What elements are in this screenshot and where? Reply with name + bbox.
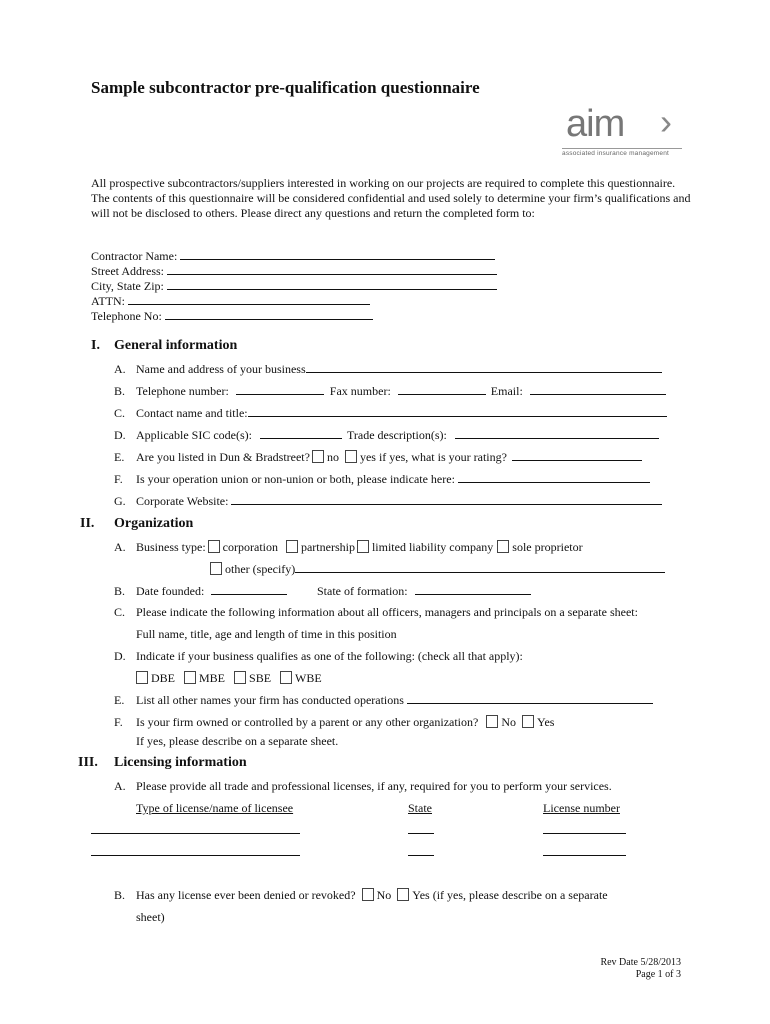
s3-a-text: Please provide all trade and professional licenses, if any, required for you to perform your services. xyxy=(136,779,612,793)
s1-c-label: Contact name and title: xyxy=(136,406,248,420)
sole-proprietor-label: sole proprietor xyxy=(512,540,583,554)
s2-c-text: Please indicate the following information about all officers, managers and principals on a separate sheet: xyxy=(136,605,638,619)
chevron-right-icon: › xyxy=(660,101,672,142)
intro-paragraph: All prospective subcontractors/suppliers interested in working on our projects are required to complete this questionnaire. The contents of this questionnaire will be considered confidential and used solely to determine your firm’s qualifications and will not be disclosed to others. Please direct any questions and return the completed form to: xyxy=(91,176,691,220)
parent-no-label: No xyxy=(501,715,517,729)
business-type-label: Business type: xyxy=(136,540,206,554)
business-type-row xyxy=(136,540,583,555)
contact-name-title-field[interactable] xyxy=(136,406,667,421)
section-2-title: Organization xyxy=(114,516,194,531)
s2-c-text2: Full name, title, age and length of time in this position xyxy=(136,627,397,641)
logo-subtitle: associated insurance management xyxy=(562,148,682,157)
page-number: Page 1 of 3 xyxy=(635,969,681,980)
s1-f-label: Is your operation union or non-union or both, please indicate here: xyxy=(136,472,455,486)
section-1-title: General information xyxy=(114,338,238,353)
s1-g-label: Corporate Website: xyxy=(136,494,229,508)
other-names-field[interactable] xyxy=(136,693,653,708)
revision-date: Rev Date 5/28/2013 xyxy=(600,957,681,968)
other-type-label: other (specify) xyxy=(225,562,296,576)
trade-label: Trade description(s): xyxy=(346,428,447,442)
section-2-number: II. xyxy=(80,516,95,531)
state-formation-input[interactable] xyxy=(415,584,531,595)
license-type-header: Type of license/name of licensee xyxy=(136,801,294,815)
s3-b-text2: sheet) xyxy=(136,910,165,924)
s1-c-letter: C. xyxy=(114,406,126,420)
other-type-checkbox[interactable] xyxy=(210,562,222,575)
llc-label: limited liability company xyxy=(371,540,494,554)
wbe-label: WBE xyxy=(295,671,322,685)
corporation-label: corporation xyxy=(222,540,278,554)
sole-proprietor-checkbox[interactable] xyxy=(497,540,509,553)
dun-bradstreet-row xyxy=(136,450,642,465)
corporation-checkbox[interactable] xyxy=(208,540,220,553)
email-input[interactable] xyxy=(530,384,666,395)
union-field[interactable] xyxy=(136,472,650,487)
street-address-label: Street Address: xyxy=(91,264,164,278)
dbe-checkbox[interactable] xyxy=(136,671,148,684)
sic-trade-row xyxy=(136,428,659,443)
revoked-yes-checkbox[interactable] xyxy=(397,888,409,901)
s1-b-letter: B. xyxy=(114,384,126,398)
mbe-checkbox[interactable] xyxy=(184,671,196,684)
contractor-name-field[interactable] xyxy=(91,249,495,264)
logo-text: aim xyxy=(566,103,625,145)
s1-e-label: Are you listed in Dun & Bradstreet? xyxy=(136,450,310,464)
s2-d-text: Indicate if your business qualifies as one of the following: (check all that apply): xyxy=(136,649,523,663)
s2-f-letter: F. xyxy=(114,715,123,729)
s1-g-letter: G. xyxy=(114,494,126,508)
sbe-checkbox[interactable] xyxy=(234,671,246,684)
s2-f-label: Is your firm owned or controlled by a parent or any other organization? xyxy=(136,715,479,729)
s2-b-letter: B. xyxy=(114,584,126,598)
dnb-yes-label: yes if yes, what is your rating? xyxy=(359,450,507,464)
revoked-no-label: No xyxy=(376,888,392,902)
section-3-title: Licensing information xyxy=(114,755,247,770)
dnb-yes-checkbox[interactable] xyxy=(345,450,357,463)
qualification-options xyxy=(134,671,322,686)
other-type-input[interactable] xyxy=(295,562,665,573)
dnb-rating-input[interactable] xyxy=(512,450,642,461)
license-number-input-2[interactable] xyxy=(543,845,626,856)
mbe-label: MBE xyxy=(199,671,226,685)
s1-a-label: Name and address of your business xyxy=(136,362,306,376)
section-1-number: I. xyxy=(91,338,100,353)
parent-yes-checkbox[interactable] xyxy=(522,715,534,728)
contractor-name-label: Contractor Name: xyxy=(91,249,178,263)
founded-row xyxy=(136,584,287,599)
email-label: Email: xyxy=(490,384,523,398)
s2-a-letter: A. xyxy=(114,540,126,554)
sic-label: Applicable SIC code(s): xyxy=(136,428,252,442)
telephone-field[interactable] xyxy=(91,309,373,324)
license-type-input-2[interactable] xyxy=(91,845,300,856)
s1-a-letter: A. xyxy=(114,362,126,376)
parent-no-checkbox[interactable] xyxy=(486,715,498,728)
parent-org-row xyxy=(136,715,554,730)
date-founded-label: Date founded: xyxy=(136,584,205,598)
s2-d-letter: D. xyxy=(114,649,126,663)
partnership-checkbox[interactable] xyxy=(286,540,298,553)
wbe-checkbox[interactable] xyxy=(280,671,292,684)
trade-input[interactable] xyxy=(455,428,659,439)
fax-label: Fax number: xyxy=(329,384,391,398)
s2-c-letter: C. xyxy=(114,605,126,619)
license-number-input-1[interactable] xyxy=(543,823,626,834)
dbe-label: DBE xyxy=(151,671,175,685)
revoked-no-checkbox[interactable] xyxy=(362,888,374,901)
partnership-label: partnership xyxy=(300,540,355,554)
state-formation-row xyxy=(317,584,531,599)
sic-input[interactable] xyxy=(260,428,342,439)
license-type-input-1[interactable] xyxy=(91,823,300,834)
license-state-input-1[interactable] xyxy=(408,823,434,834)
attn-field[interactable] xyxy=(91,294,370,309)
license-state-header: State xyxy=(408,801,432,815)
llc-checkbox[interactable] xyxy=(357,540,369,553)
dnb-no-checkbox[interactable] xyxy=(312,450,324,463)
s2-f-text2: If yes, please describe on a separate sheet. xyxy=(136,734,339,748)
dnb-no-label: no xyxy=(326,450,339,464)
business-name-address-field[interactable] xyxy=(136,362,662,377)
state-formation-label: State of formation: xyxy=(317,584,408,598)
phone-label: Telephone number: xyxy=(136,384,229,398)
s2-e-letter: E. xyxy=(114,693,125,707)
license-number-header: License number xyxy=(543,801,620,815)
street-address-field[interactable] xyxy=(91,264,497,279)
license-revoked-row xyxy=(136,888,608,903)
phone-fax-email-row xyxy=(136,384,666,399)
fax-input[interactable] xyxy=(398,384,486,395)
revoked-yes-label: Yes (if yes, please describe on a separate xyxy=(412,888,608,902)
parent-yes-label: Yes xyxy=(537,715,555,729)
sbe-label: SBE xyxy=(249,671,272,685)
page-title: Sample subcontractor pre-qualification questionnaire xyxy=(91,78,480,97)
telephone-label: Telephone No: xyxy=(91,309,162,323)
corporate-website-field[interactable] xyxy=(136,494,662,509)
city-state-zip-label: City, State Zip: xyxy=(91,279,164,293)
section-3-number: III. xyxy=(78,755,98,770)
license-state-input-2[interactable] xyxy=(408,845,434,856)
phone-input[interactable] xyxy=(236,384,324,395)
city-state-zip-field[interactable] xyxy=(91,279,497,294)
s1-e-letter: E. xyxy=(114,450,125,464)
attn-label: ATTN: xyxy=(91,294,125,308)
s3-a-letter: A. xyxy=(114,779,126,793)
aim-logo xyxy=(562,101,684,164)
other-type-row xyxy=(208,562,665,577)
s1-d-letter: D. xyxy=(114,428,126,442)
date-founded-input[interactable] xyxy=(211,584,287,595)
s3-b-label: Has any license ever been denied or revoked? xyxy=(136,888,356,902)
s2-e-label: List all other names your firm has conducted operations xyxy=(136,693,404,707)
s3-b-letter: B. xyxy=(114,888,126,902)
s1-f-letter: F. xyxy=(114,472,123,486)
